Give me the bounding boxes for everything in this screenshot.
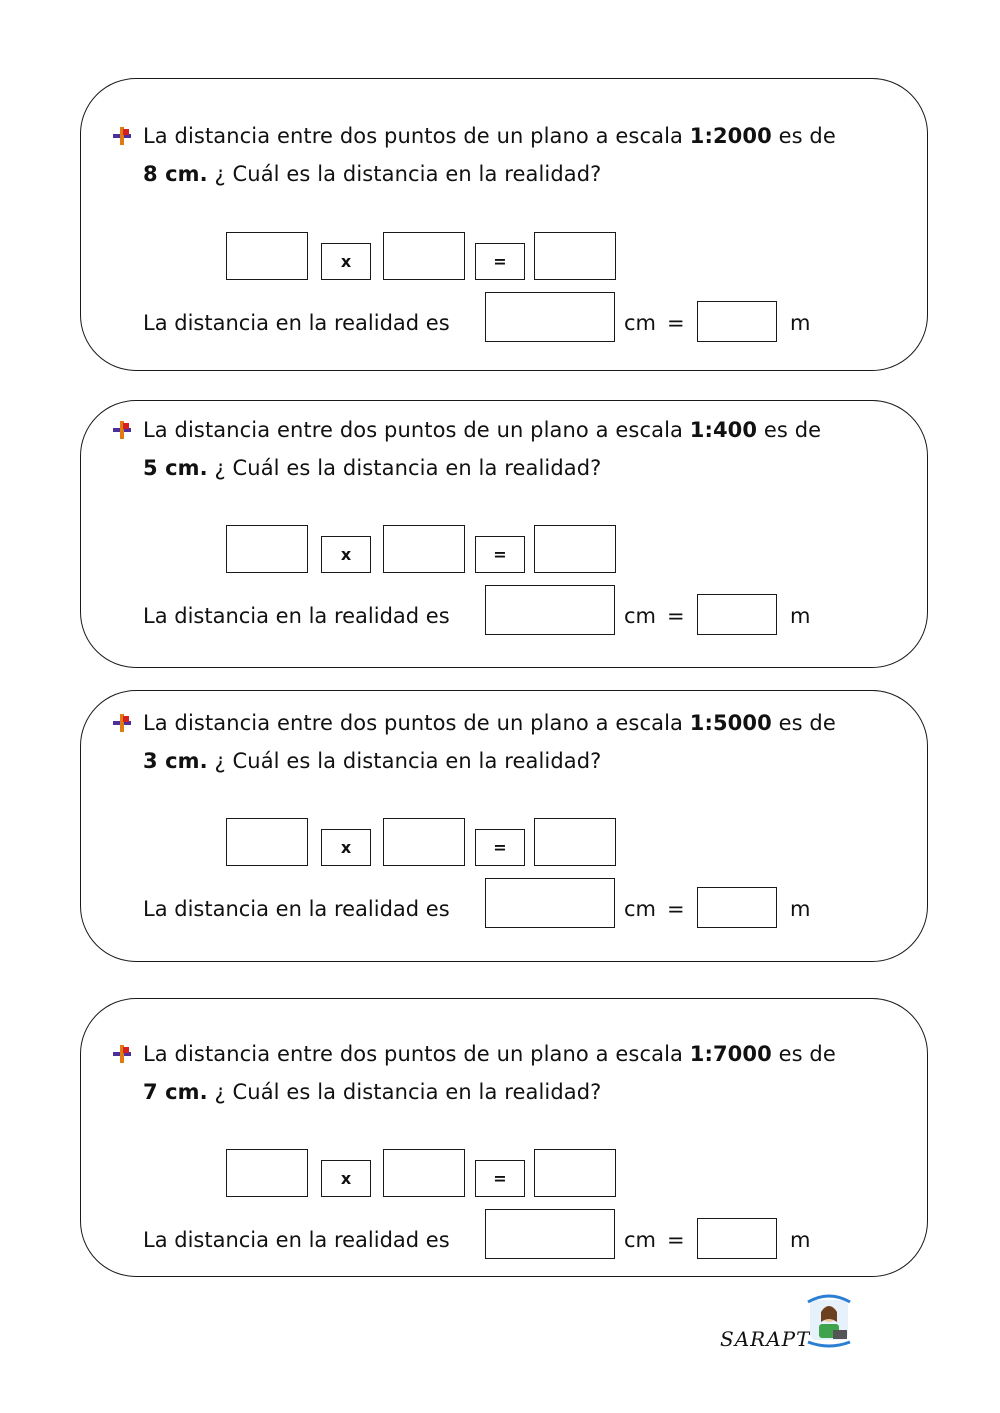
factor-input-1[interactable] (226, 1149, 308, 1197)
plan-distance: 5 cm. (143, 456, 208, 480)
unit-cm: cm (624, 897, 657, 921)
unit-cm: cm (624, 1228, 657, 1252)
factor-input-2[interactable] (383, 818, 465, 866)
unit-equals: = (667, 1228, 685, 1252)
product-input[interactable] (534, 1149, 616, 1197)
factor-input-2[interactable] (383, 1149, 465, 1197)
unit-equals: = (667, 604, 685, 628)
scale-value: 1:400 (689, 418, 758, 442)
factor-input-1[interactable] (226, 525, 308, 573)
question-text: La distancia entre dos puntos de un plano a escala 1:400 es de 5 cm. ¿ Cuál es la distancia en la realidad? (143, 411, 821, 487)
plan-distance: 8 cm. (143, 162, 208, 186)
factor-input-1[interactable] (226, 818, 308, 866)
unit-cm: cm (624, 311, 657, 335)
factor-input-1[interactable] (226, 232, 308, 280)
unit-m: m (790, 311, 811, 335)
equals-operator: = (475, 243, 525, 280)
equals-operator: = (475, 1160, 525, 1197)
times-operator: x (321, 1160, 371, 1197)
bullet-icon (113, 127, 131, 145)
equals-operator: = (475, 829, 525, 866)
result-cm-input[interactable] (485, 878, 615, 928)
result-m-input[interactable] (697, 301, 777, 342)
question-text: La distancia entre dos puntos de un plano a escala 1:7000 es de 7 cm. ¿ Cuál es la distancia en la realidad? (143, 1035, 836, 1111)
exercise-card-3 (80, 690, 928, 962)
result-cm-input[interactable] (485, 292, 615, 342)
unit-m: m (790, 604, 811, 628)
times-operator: x (321, 829, 371, 866)
product-input[interactable] (534, 818, 616, 866)
plan-distance: 7 cm. (143, 1080, 208, 1104)
result-label: La distancia en la realidad es (143, 604, 450, 628)
scale-value: 1:5000 (689, 711, 772, 735)
result-cm-input[interactable] (485, 585, 615, 635)
times-operator: x (321, 243, 371, 280)
result-label: La distancia en la realidad es (143, 1228, 450, 1252)
factor-input-2[interactable] (383, 232, 465, 280)
plan-distance: 3 cm. (143, 749, 208, 773)
unit-m: m (790, 897, 811, 921)
author-signature: SARAPT (720, 1327, 811, 1351)
result-m-input[interactable] (697, 594, 777, 635)
times-operator: x (321, 536, 371, 573)
result-label: La distancia en la realidad es (143, 897, 450, 921)
question-text: La distancia entre dos puntos de un plano a escala 1:2000 es de 8 cm. ¿ Cuál es la distancia en la realidad? (143, 117, 836, 193)
scale-value: 1:2000 (689, 124, 772, 148)
exercise-card-4 (80, 998, 928, 1277)
exercise-card-1 (80, 78, 928, 371)
result-m-input[interactable] (697, 887, 777, 928)
result-m-input[interactable] (697, 1218, 777, 1259)
question-text: La distancia entre dos puntos de un plano a escala 1:5000 es de 3 cm. ¿ Cuál es la distancia en la realidad? (143, 704, 836, 780)
exercise-card-2 (80, 400, 928, 668)
result-cm-input[interactable] (485, 1209, 615, 1259)
factor-input-2[interactable] (383, 525, 465, 573)
bullet-icon (113, 421, 131, 439)
unit-cm: cm (624, 604, 657, 628)
unit-equals: = (667, 897, 685, 921)
unit-equals: = (667, 311, 685, 335)
yo-trabajo-desde-casa-logo (804, 1292, 854, 1348)
product-input[interactable] (534, 525, 616, 573)
equals-operator: = (475, 536, 525, 573)
bullet-icon (113, 1045, 131, 1063)
bullet-icon (113, 714, 131, 732)
result-label: La distancia en la realidad es (143, 311, 450, 335)
unit-m: m (790, 1228, 811, 1252)
scale-value: 1:7000 (689, 1042, 772, 1066)
product-input[interactable] (534, 232, 616, 280)
